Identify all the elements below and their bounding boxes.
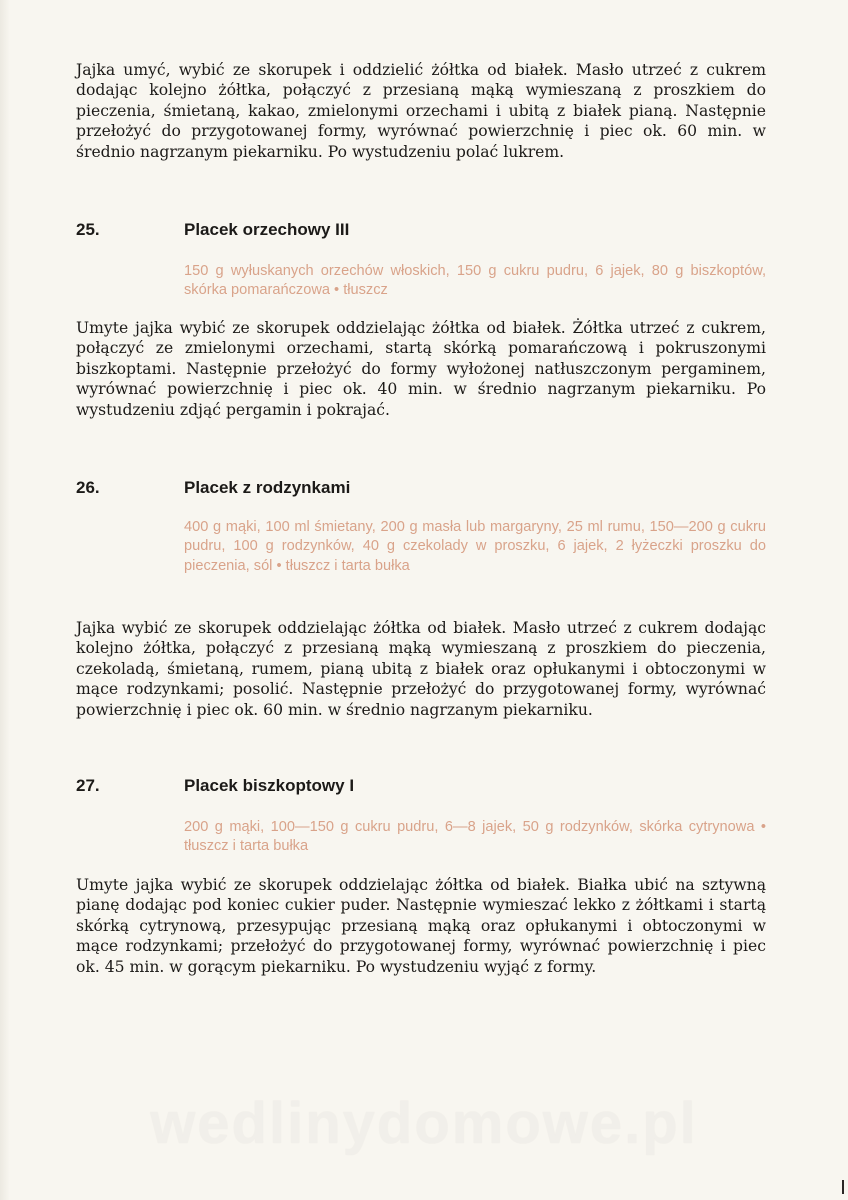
- recipe-title: Placek orzechowy III: [184, 220, 350, 239]
- watermark-text: wedlinydomowe.pl: [150, 1091, 698, 1156]
- recipe-ingredients: 200 g mąki, 100—150 g cukru pudru, 6—8 jajek, 50 g rodzynków, skórka cytrynowa • tłuszcz i tarta bułka: [184, 819, 766, 855]
- recipe-ingredients: 150 g wyłuskanych orzechów włoskich, 150 g cukru pudru, 6 jajek, 80 g biszkoptów, skórka pomarańczowa • tłuszcz: [184, 263, 766, 299]
- recipe-number: 25.: [76, 220, 100, 239]
- recipe-number: 26.: [76, 478, 100, 497]
- page-edge-shadow: [0, 0, 10, 1200]
- recipe-instructions: Umyte jajka wybić ze skorupek oddzielając żółtka od białek. Białka ubić na sztywną pianę dodając pod koniec cukier puder. Następnie wymieszać lekko z żółtkami i startą skórką cytrynową, przesypując przesianą mąką oraz opłukanymi i obtoczonymi w mące rodzynkami; przełożyć do przygotowanej formy, wyrównać powierzchnię i piec ok. 45 min. w gorącym piekarniku. Po wystudzeniu wyjąć z formy.: [76, 876, 766, 976]
- recipe-title: Placek z rodzynkami: [184, 478, 351, 497]
- recipe-ingredients: 400 g mąki, 100 ml śmietany, 200 g masła lub margaryny, 25 ml rumu, 150—200 g cukru pudru, 100 g rodzynków, 40 g czekolady w proszku, 6 jajek, 2 łyżeczki proszku do pieczenia, sól • tłuszcz i tarta bułka: [184, 519, 766, 574]
- recipe-instructions: Umyte jajka wybić ze skorupek oddzielając żółtka od białek. Żółtka utrzeć z cukrem, połączyć ze zmielonymi orzechami, startą skórką pomarańczową i pokruszonymi biszkoptami. Następnie przełożyć do formy wyłożonej natłuszczonym pergaminem, wyrównać powierzchnię i piec ok. 40 min. w średnio nagrzanym piekarniku. Po wystudzeniu zdjąć pergamin i pokrajać.: [76, 319, 766, 419]
- page-edge-mark: [842, 1180, 844, 1194]
- recipe-instructions: Jajka wybić ze skorupek oddzielając żółtka od białek. Masło utrzeć z cukrem dodając kolejno żółtka, połączyć z przesianą mąką wymieszaną z proszkiem do pieczenia, czekoladą, śmietaną, rumem, pianą ubitą z białek oraz opłukanymi i obtoczonymi w mące rodzynkami; posolić. Następnie przełożyć do przygotowanej formy, wyrównać powierzchnię i piec ok. 60 min. w średnio nagrzanym piekarniku.: [76, 619, 766, 719]
- recipe-title: Placek biszkoptowy I: [184, 776, 355, 795]
- recipe-number: 27.: [76, 776, 100, 795]
- intro-paragraph: Jajka umyć, wybić ze skorupek i oddzielić żółtka od białek. Masło utrzeć z cukrem dodając kolejno żółtka, połączyć z przesianą mąką wymieszaną z proszkiem do pieczenia, śmietaną, kakao, zmielonymi orzechami i ubitą z białek pianą. Następnie przełożyć do przygotowanej formy, wyrównać powierzchnię i piec ok. 60 min. w średnio nagrzanym piekarniku. Po wystudzeniu polać lukrem.: [76, 61, 766, 161]
